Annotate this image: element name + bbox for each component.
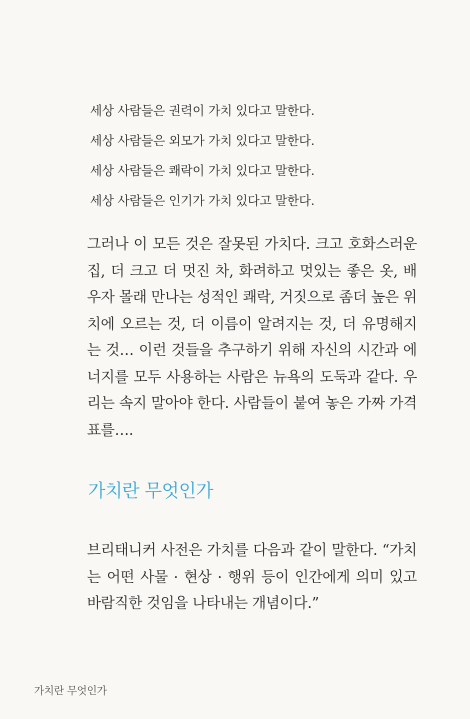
body-paragraph-definition: 브리태니커 사전은 가치를 다음과 같이 말한다. “가치는 어떤 사물 · 현상 · 행위 등이 인간에게 의미 있고 바람직한 것임을 나타내는 개념이다.” xyxy=(87,543,417,612)
quote-line-appearance: 세상 사람들은 외모가 가치 있다고 말한다. xyxy=(90,133,315,148)
quote-list xyxy=(90,96,420,216)
body-paragraph-false-values: 그러나 이 모든 것은 잘못된 가치다. 크고 호화스러운 집, 더 크고 더 멋진 차, 화려하고 멋있는 좋은 옷, 배우자 몰래 만나는 성적인 쾌락, 거짓으로 좀더 높은 위치에 오르는 것, 더 이름이 알려지는 것, 더 유명해지는 것… 이런 것들을 추구하기 위해 자신의 시간과 에너지를 모두 사용하는 사람은 뉴욕의 도둑과 같다. 우리는 속지 말아야 한다. 사람들이 붙여 놓은 가짜 가격표를…. xyxy=(87,237,417,439)
quote-line-pleasure: 세상 사람들은 쾌락이 가치 있다고 말한다. xyxy=(90,163,315,178)
quote-line-power: 세상 사람들은 권력이 가치 있다고 말한다. xyxy=(90,103,315,118)
section-heading: 가치란 무엇인가 xyxy=(88,481,214,502)
quote-line-popularity: 세상 사람들은 인기가 가치 있다고 말한다. xyxy=(90,193,315,208)
running-footer: 가치란 무엇인가 xyxy=(34,685,107,697)
